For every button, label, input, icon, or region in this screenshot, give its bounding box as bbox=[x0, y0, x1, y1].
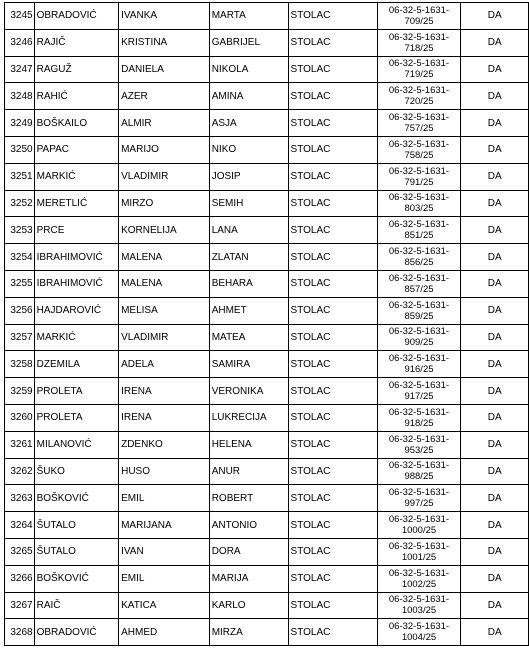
surname-cell: RAGUŽ bbox=[34, 56, 118, 83]
parent-name-cell: ASJA bbox=[209, 110, 288, 137]
row-number: 3255 bbox=[5, 270, 35, 297]
table-row bbox=[5, 378, 529, 405]
parent-name-cell: LANA bbox=[209, 217, 288, 244]
table-row bbox=[5, 619, 529, 646]
surname-cell: IBRAHIMOVIĆ bbox=[34, 244, 118, 271]
case-number-line-2: 1002/25 bbox=[401, 578, 437, 590]
row-number: 3267 bbox=[5, 592, 35, 619]
table-row bbox=[5, 485, 529, 512]
surname-cell: PROLETA bbox=[34, 378, 118, 405]
row-number: 3253 bbox=[5, 217, 35, 244]
city-cell: STOLAC bbox=[288, 592, 377, 619]
city-cell: STOLAC bbox=[288, 458, 377, 485]
row-number: 3249 bbox=[5, 110, 35, 137]
table-row bbox=[5, 324, 529, 351]
city-cell: STOLAC bbox=[288, 538, 377, 565]
city-cell: STOLAC bbox=[288, 244, 377, 271]
case-number-line-1: 06-32-5-1631- bbox=[388, 192, 450, 204]
first-name-cell: ALMIR bbox=[119, 110, 210, 137]
table-row bbox=[5, 512, 529, 539]
first-name-cell: HUSO bbox=[119, 458, 210, 485]
case-number-line-2: 859/25 bbox=[404, 310, 434, 322]
case-number-cell bbox=[377, 3, 461, 30]
answer-cell: DA bbox=[461, 270, 529, 297]
case-number-line-1: 06-32-5-1631- bbox=[388, 460, 450, 472]
surname-cell: HAJDAROVIĆ bbox=[34, 297, 118, 324]
first-name-cell: MIRZO bbox=[119, 190, 210, 217]
row-number: 3263 bbox=[5, 485, 35, 512]
answer-cell: DA bbox=[461, 485, 529, 512]
row-number: 3268 bbox=[5, 619, 35, 646]
case-number-line-1: 06-32-5-1631- bbox=[388, 406, 450, 418]
case-number-line-2: 1003/25 bbox=[401, 605, 437, 617]
row-number: 3264 bbox=[5, 512, 35, 539]
row-number: 3259 bbox=[5, 378, 35, 405]
table-row bbox=[5, 56, 529, 83]
case-number-line-1: 06-32-5-1631- bbox=[388, 4, 450, 16]
parent-name-cell: MARIJA bbox=[209, 565, 288, 592]
case-number-line-1: 06-32-5-1631- bbox=[388, 165, 450, 177]
case-number-line-1: 06-32-5-1631- bbox=[388, 433, 450, 445]
parent-name-cell: AHMET bbox=[209, 297, 288, 324]
parent-name-cell: BEHARA bbox=[209, 270, 288, 297]
surname-cell: RAIČ bbox=[34, 592, 118, 619]
row-number: 3257 bbox=[5, 324, 35, 351]
first-name-cell: IRENA bbox=[119, 404, 210, 431]
surname-cell: ŠUTALO bbox=[34, 512, 118, 539]
answer-cell: DA bbox=[461, 136, 529, 163]
case-number-line-2: 851/25 bbox=[404, 230, 434, 242]
answer-cell: DA bbox=[461, 324, 529, 351]
parent-name-cell: MATEA bbox=[209, 324, 288, 351]
case-number-line-1: 06-32-5-1631- bbox=[388, 85, 450, 97]
first-name-cell: IVANKA bbox=[119, 3, 210, 30]
city-cell: STOLAC bbox=[288, 136, 377, 163]
city-cell: STOLAC bbox=[288, 163, 377, 190]
first-name-cell: EMIL bbox=[119, 565, 210, 592]
table-row bbox=[5, 136, 529, 163]
case-number-line-2: 791/25 bbox=[404, 176, 434, 188]
parent-name-cell: HELENA bbox=[209, 431, 288, 458]
case-number-line-2: 719/25 bbox=[404, 69, 434, 81]
city-cell: STOLAC bbox=[288, 324, 377, 351]
first-name-cell: DANIELA bbox=[119, 56, 210, 83]
parent-name-cell: ROBERT bbox=[209, 485, 288, 512]
surname-cell: MARKIĆ bbox=[34, 324, 118, 351]
parent-name-cell: DORA bbox=[209, 538, 288, 565]
first-name-cell: KATICA bbox=[119, 592, 210, 619]
answer-cell: DA bbox=[461, 378, 529, 405]
surname-cell: OBRADOVIĆ bbox=[34, 3, 118, 30]
case-number-cell bbox=[377, 136, 461, 163]
city-cell: STOLAC bbox=[288, 404, 377, 431]
city-cell: STOLAC bbox=[288, 56, 377, 83]
case-number-cell bbox=[377, 431, 461, 458]
answer-cell: DA bbox=[461, 297, 529, 324]
parent-name-cell: ANTONIO bbox=[209, 512, 288, 539]
row-number: 3258 bbox=[5, 351, 35, 378]
city-cell: STOLAC bbox=[288, 565, 377, 592]
case-number-line-1: 06-32-5-1631- bbox=[388, 31, 450, 43]
surname-cell: BOŠKOVIĆ bbox=[34, 485, 118, 512]
city-cell: STOLAC bbox=[288, 270, 377, 297]
case-number-line-1: 06-32-5-1631- bbox=[388, 272, 450, 284]
case-number-cell bbox=[377, 458, 461, 485]
records-table bbox=[4, 2, 529, 646]
first-name-cell: ADELA bbox=[119, 351, 210, 378]
city-cell: STOLAC bbox=[288, 619, 377, 646]
case-number-line-1: 06-32-5-1631- bbox=[388, 138, 450, 150]
case-number-line-2: 856/25 bbox=[404, 257, 434, 269]
city-cell: STOLAC bbox=[288, 217, 377, 244]
case-number-line-2: 916/25 bbox=[404, 364, 434, 376]
answer-cell: DA bbox=[461, 404, 529, 431]
surname-cell: BOŠKAILO bbox=[34, 110, 118, 137]
first-name-cell: ZDENKO bbox=[119, 431, 210, 458]
case-number-line-1: 06-32-5-1631- bbox=[388, 326, 450, 338]
case-number-line-2: 720/25 bbox=[404, 96, 434, 108]
table-row bbox=[5, 163, 529, 190]
table-row bbox=[5, 244, 529, 271]
table-row bbox=[5, 297, 529, 324]
parent-name-cell: GABRIJEL bbox=[209, 29, 288, 56]
row-number: 3260 bbox=[5, 404, 35, 431]
case-number-line-1: 06-32-5-1631- bbox=[388, 112, 450, 124]
surname-cell: BOŠKOVIĆ bbox=[34, 565, 118, 592]
case-number-cell bbox=[377, 592, 461, 619]
first-name-cell: MALENA bbox=[119, 244, 210, 271]
parent-name-cell: JOSIP bbox=[209, 163, 288, 190]
answer-cell: DA bbox=[461, 592, 529, 619]
row-number: 3246 bbox=[5, 29, 35, 56]
surname-cell: PAPAC bbox=[34, 136, 118, 163]
case-number-line-2: 1001/25 bbox=[401, 551, 437, 563]
case-number-cell bbox=[377, 619, 461, 646]
case-number-cell bbox=[377, 404, 461, 431]
case-number-line-2: 758/25 bbox=[404, 149, 434, 161]
table-row bbox=[5, 404, 529, 431]
first-name-cell: VLADIMIR bbox=[119, 324, 210, 351]
table-row bbox=[5, 431, 529, 458]
first-name-cell: AHMED bbox=[119, 619, 210, 646]
surname-cell: MILANOVIĆ bbox=[34, 431, 118, 458]
case-number-line-1: 06-32-5-1631- bbox=[388, 514, 450, 526]
table-row bbox=[5, 538, 529, 565]
case-number-line-2: 909/25 bbox=[404, 337, 434, 349]
surname-cell: RAJIČ bbox=[34, 29, 118, 56]
parent-name-cell: MARTA bbox=[209, 3, 288, 30]
surname-cell: OBRADOVIĆ bbox=[34, 619, 118, 646]
table-row bbox=[5, 458, 529, 485]
parent-name-cell: ZLATAN bbox=[209, 244, 288, 271]
city-cell: STOLAC bbox=[288, 512, 377, 539]
case-number-line-1: 06-32-5-1631- bbox=[388, 58, 450, 70]
first-name-cell: AZER bbox=[119, 83, 210, 110]
case-number-line-1: 06-32-5-1631- bbox=[388, 219, 450, 231]
row-number: 3250 bbox=[5, 136, 35, 163]
answer-cell: DA bbox=[461, 110, 529, 137]
parent-name-cell: ANUR bbox=[209, 458, 288, 485]
table-row bbox=[5, 592, 529, 619]
row-number: 3256 bbox=[5, 297, 35, 324]
city-cell: STOLAC bbox=[288, 378, 377, 405]
table-row bbox=[5, 190, 529, 217]
parent-name-cell: SEMIH bbox=[209, 190, 288, 217]
case-number-line-1: 06-32-5-1631- bbox=[388, 567, 450, 579]
table-row bbox=[5, 29, 529, 56]
case-number-line-1: 06-32-5-1631- bbox=[388, 353, 450, 365]
city-cell: STOLAC bbox=[288, 351, 377, 378]
first-name-cell: KORNELIJA bbox=[119, 217, 210, 244]
first-name-cell: KRISTINA bbox=[119, 29, 210, 56]
table-row bbox=[5, 83, 529, 110]
case-number-line-2: 1000/25 bbox=[401, 525, 437, 537]
answer-cell: DA bbox=[461, 458, 529, 485]
answer-cell: DA bbox=[461, 538, 529, 565]
answer-cell: DA bbox=[461, 163, 529, 190]
row-number: 3248 bbox=[5, 83, 35, 110]
first-name-cell: MARIJANA bbox=[119, 512, 210, 539]
surname-cell: PROLETA bbox=[34, 404, 118, 431]
case-number-line-1: 06-32-5-1631- bbox=[388, 594, 450, 606]
answer-cell: DA bbox=[461, 351, 529, 378]
case-number-cell bbox=[377, 297, 461, 324]
answer-cell: DA bbox=[461, 29, 529, 56]
first-name-cell: MALENA bbox=[119, 270, 210, 297]
surname-cell: IBRAHIMOVIĆ bbox=[34, 270, 118, 297]
row-number: 3262 bbox=[5, 458, 35, 485]
row-number: 3254 bbox=[5, 244, 35, 271]
parent-name-cell: SAMIRA bbox=[209, 351, 288, 378]
city-cell: STOLAC bbox=[288, 431, 377, 458]
answer-cell: DA bbox=[461, 431, 529, 458]
table-row bbox=[5, 270, 529, 297]
city-cell: STOLAC bbox=[288, 297, 377, 324]
city-cell: STOLAC bbox=[288, 3, 377, 30]
answer-cell: DA bbox=[461, 3, 529, 30]
case-number-line-2: 1004/25 bbox=[401, 632, 437, 644]
records-table-body bbox=[5, 3, 529, 646]
table-row bbox=[5, 217, 529, 244]
answer-cell: DA bbox=[461, 244, 529, 271]
case-number-line-2: 997/25 bbox=[404, 498, 434, 510]
row-number: 3247 bbox=[5, 56, 35, 83]
surname-cell: ŠUTALO bbox=[34, 538, 118, 565]
case-number-line-1: 06-32-5-1631- bbox=[388, 246, 450, 258]
parent-name-cell: NIKO bbox=[209, 136, 288, 163]
case-number-cell bbox=[377, 324, 461, 351]
answer-cell: DA bbox=[461, 565, 529, 592]
case-number-cell bbox=[377, 110, 461, 137]
answer-cell: DA bbox=[461, 217, 529, 244]
table-row bbox=[5, 351, 529, 378]
surname-cell: DZEMILA bbox=[34, 351, 118, 378]
case-number-cell bbox=[377, 378, 461, 405]
first-name-cell: VLADIMIR bbox=[119, 163, 210, 190]
case-number-cell bbox=[377, 163, 461, 190]
table-row bbox=[5, 565, 529, 592]
parent-name-cell: AMINA bbox=[209, 83, 288, 110]
row-number: 3261 bbox=[5, 431, 35, 458]
case-number-line-2: 988/25 bbox=[404, 471, 434, 483]
city-cell: STOLAC bbox=[288, 190, 377, 217]
case-number-cell bbox=[377, 485, 461, 512]
parent-name-cell: LUKRECIJA bbox=[209, 404, 288, 431]
first-name-cell: IRENA bbox=[119, 378, 210, 405]
case-number-cell bbox=[377, 56, 461, 83]
parent-name-cell: KARLO bbox=[209, 592, 288, 619]
answer-cell: DA bbox=[461, 190, 529, 217]
row-number: 3252 bbox=[5, 190, 35, 217]
case-number-line-1: 06-32-5-1631- bbox=[388, 299, 450, 311]
case-number-line-2: 718/25 bbox=[404, 42, 434, 54]
city-cell: STOLAC bbox=[288, 29, 377, 56]
row-number: 3251 bbox=[5, 163, 35, 190]
answer-cell: DA bbox=[461, 619, 529, 646]
case-number-line-1: 06-32-5-1631- bbox=[388, 621, 450, 633]
case-number-cell bbox=[377, 270, 461, 297]
surname-cell: PRCE bbox=[34, 217, 118, 244]
surname-cell: MARKIĆ bbox=[34, 163, 118, 190]
table-row bbox=[5, 3, 529, 30]
case-number-cell bbox=[377, 29, 461, 56]
case-number-cell bbox=[377, 512, 461, 539]
first-name-cell: EMIL bbox=[119, 485, 210, 512]
answer-cell: DA bbox=[461, 56, 529, 83]
case-number-cell bbox=[377, 190, 461, 217]
case-number-line-1: 06-32-5-1631- bbox=[388, 540, 450, 552]
answer-cell: DA bbox=[461, 83, 529, 110]
case-number-cell bbox=[377, 217, 461, 244]
row-number: 3245 bbox=[5, 3, 35, 30]
city-cell: STOLAC bbox=[288, 110, 377, 137]
case-number-cell bbox=[377, 565, 461, 592]
case-number-line-2: 803/25 bbox=[404, 203, 434, 215]
case-number-line-2: 709/25 bbox=[404, 15, 434, 27]
first-name-cell: IVAN bbox=[119, 538, 210, 565]
case-number-line-2: 757/25 bbox=[404, 123, 434, 135]
row-number: 3265 bbox=[5, 538, 35, 565]
case-number-line-1: 06-32-5-1631- bbox=[388, 487, 450, 499]
surname-cell: RAHIĆ bbox=[34, 83, 118, 110]
parent-name-cell: NIKOLA bbox=[209, 56, 288, 83]
case-number-line-2: 857/25 bbox=[404, 283, 434, 295]
case-number-line-1: 06-32-5-1631- bbox=[388, 380, 450, 392]
city-cell: STOLAC bbox=[288, 83, 377, 110]
surname-cell: MERETLIĆ bbox=[34, 190, 118, 217]
case-number-line-2: 917/25 bbox=[404, 391, 434, 403]
case-number-cell bbox=[377, 351, 461, 378]
case-number-line-2: 918/25 bbox=[404, 417, 434, 429]
case-number-cell bbox=[377, 83, 461, 110]
case-number-cell bbox=[377, 244, 461, 271]
case-number-cell bbox=[377, 538, 461, 565]
case-number-line-2: 953/25 bbox=[404, 444, 434, 456]
parent-name-cell: VERONIKA bbox=[209, 378, 288, 405]
first-name-cell: MELISA bbox=[119, 297, 210, 324]
first-name-cell: MARIJO bbox=[119, 136, 210, 163]
table-row bbox=[5, 110, 529, 137]
parent-name-cell: MIRZA bbox=[209, 619, 288, 646]
surname-cell: ŠUKO bbox=[34, 458, 118, 485]
row-number: 3266 bbox=[5, 565, 35, 592]
answer-cell: DA bbox=[461, 512, 529, 539]
city-cell: STOLAC bbox=[288, 485, 377, 512]
